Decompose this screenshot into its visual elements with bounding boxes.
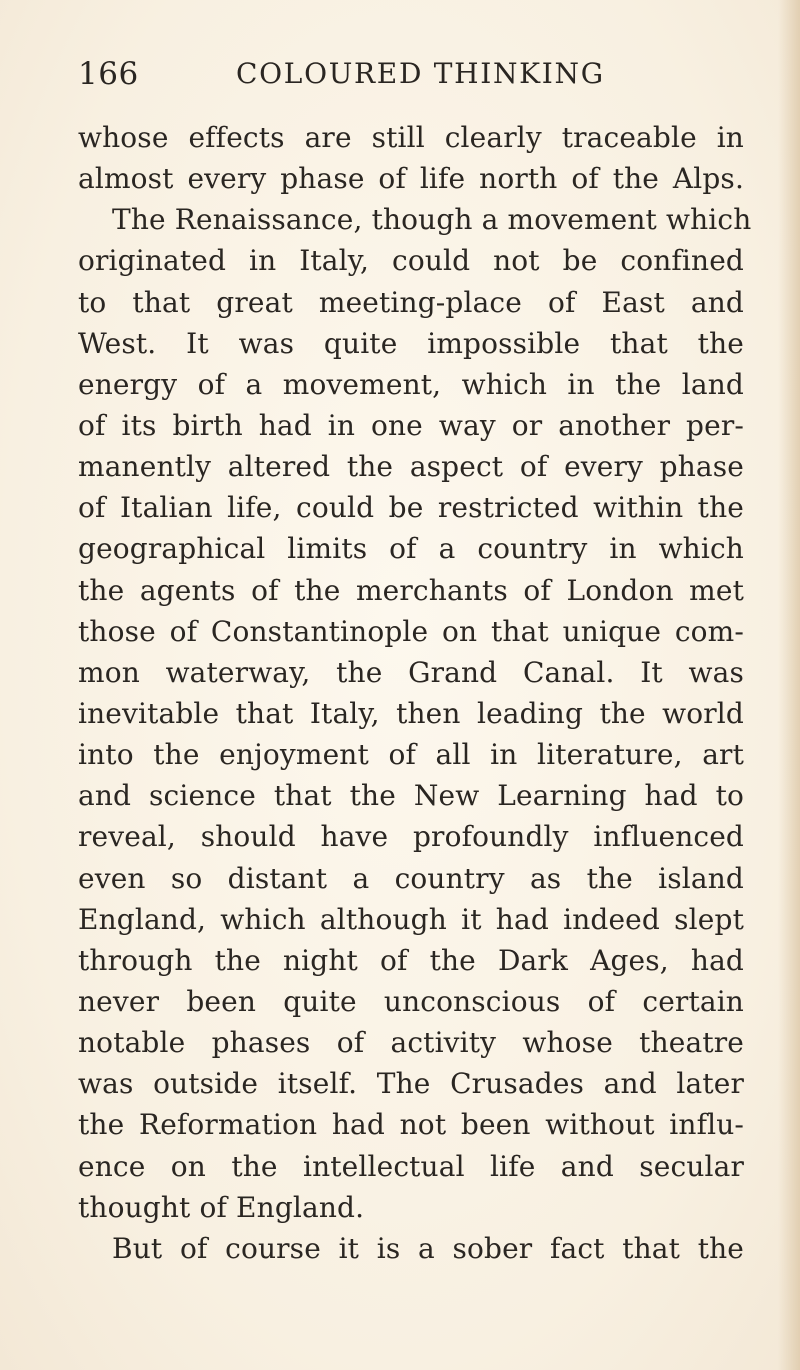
text-line-7: energy of a movement, which in the land (78, 367, 744, 401)
text-line-9: manently altered the aspect of every phase (78, 450, 744, 484)
text-line-1: whose effects are still clearly traceable in (78, 121, 744, 154)
text-line-17: and science that the New Learning had to (78, 779, 744, 813)
text-line-13: those of Constantinople on that unique com- (78, 614, 744, 648)
text-line-21: through the night of the Dark Ages, had (78, 943, 744, 977)
text-line-23: notable phases of activity whose theatre (78, 1026, 744, 1060)
text-line-24: was outside itself. The Crusades and later (78, 1067, 744, 1101)
text-line-15: inevitable that Italy, then leading the world (78, 696, 744, 730)
body-text (78, 117, 752, 1269)
text-line-22: never been quite unconscious of certain (78, 984, 744, 1018)
text-line-2: almost every phase of life north of the Alps. (78, 162, 744, 196)
text-line-26: ence on the intellectual life and secular (78, 1149, 744, 1183)
text-line-12: the agents of the merchants of London met (78, 573, 744, 607)
text-line-27: thought of England. (78, 1190, 365, 1224)
text-line-19: even so distant a country as the island (78, 861, 744, 895)
page-number: 166 (78, 56, 139, 92)
text-line-5: to that great meeting-place of East and (78, 285, 744, 319)
text-line-25: the Reformation had not been without influ- (78, 1108, 744, 1142)
text-line-6: West. It was quite impossible that the (78, 326, 744, 360)
text-line-20: England, which although it had indeed slept (78, 902, 744, 936)
running-head (78, 56, 738, 100)
text-line-10: of Italian life, could be restricted within the (78, 491, 744, 525)
text-line-16: into the enjoyment of all in literature, art (78, 738, 744, 772)
text-line-11: geographical limits of a country in which (78, 532, 744, 566)
text-line-3: The Renaissance, though a movement which (112, 203, 752, 237)
text-line-28: But of course it is a sober fact that the (112, 1231, 744, 1265)
text-line-14: mon waterway, the Grand Canal. It was (78, 655, 744, 689)
running-title: COLOURED THINKING (236, 57, 605, 90)
text-line-8: of its birth had in one way or another per- (78, 408, 744, 442)
text-line-4: originated in Italy, could not be confined (78, 244, 744, 278)
page-edge-shadow (778, 0, 800, 1370)
text-line-18: reveal, should have profoundly influenced (78, 820, 744, 854)
